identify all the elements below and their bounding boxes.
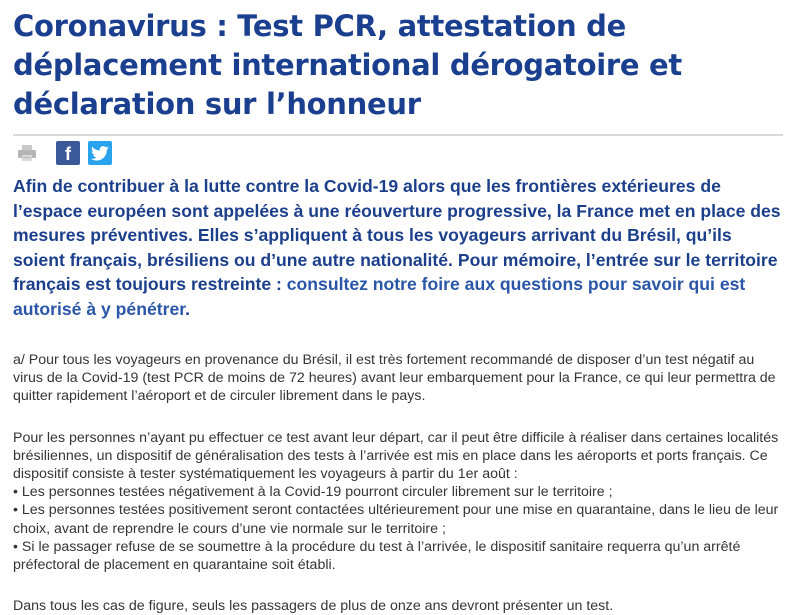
- share-bar: [13, 136, 789, 170]
- paragraph-b-intro: Pour les personnes n’ayant pu effectuer ce test avant leur départ, car il peut être difficile à réaliser dans certaines localités brésiliennes, un dispositif de généralisation des tests à l’arrivée est mis en place dans les aéroports et ports français. Ce dispositif consiste à tester systématiquement les voyageurs à partir du 1er août :: [13, 429, 779, 483]
- printer-icon-graphic: [17, 144, 37, 162]
- faq-link[interactable]: consultez notre foire aux questions pour savoir qui est autorisé à y pénétrer: [13, 274, 746, 319]
- paragraph-b: [13, 429, 783, 575]
- bullet-item: • Les personnes testées négativement à la Covid-19 pourront circuler librement sur le territoire ;: [13, 484, 613, 501]
- twitter-bird-graphic: [91, 146, 109, 161]
- printer-icon[interactable]: [16, 143, 38, 163]
- facebook-icon[interactable]: [56, 141, 80, 165]
- paragraph-c: Dans tous les cas de figure, seuls les passagers de plus de onze ans devront présenter un test.: [13, 598, 614, 615]
- facebook-letter: f: [65, 144, 71, 164]
- lead-end: .: [185, 298, 190, 319]
- lead-paragraph: [13, 174, 783, 321]
- bullet-item: • Les personnes testées positivement seront contactées ultérieurement pour une mise en quarantaine, dans le lieu de leur choix, avant de reprendre le cours d’une vie normale sur le territoire ;: [13, 502, 779, 537]
- bullet-item: • Si le passager refuse de se soumettre à la procédure du test à l’arrivée, le dispositif sanitaire requerra qu’un arrêté préfectoral de placement en quarantaine soit établi.: [13, 538, 741, 574]
- page-title: Coronavirus : Test PCR, attestation de déplacement international dérogatoire et déclaration sur l’honneur: [13, 9, 682, 121]
- twitter-icon[interactable]: [88, 141, 112, 165]
- lead-text: Afin de contribuer à la lutte contre la Covid-19 alors que les frontières extérieures de l’espace européen sont appelées à une réouverture progressive, la France met en place des mesures préventives. Elles s’appliquent à tous les voyageurs arrivant du Brésil, qu’ils soient français, brésiliens ou d’une autre nationalité. Pour mémoire, l’entrée sur le territoire français est toujours restreinte :: [13, 176, 781, 294]
- article-body: [13, 351, 783, 615]
- paragraph-a: a/ Pour tous les voyageurs en provenance du Brésil, il est très fortement recommandé de disposer d’un test négatif au virus de la Covid-19 (test PCR de moins de 72 heures) avant leur embarquement pour la France, ce qui leur permettra de quitter rapidement l’aéroport et de circuler librement dans le pays.: [13, 352, 776, 405]
